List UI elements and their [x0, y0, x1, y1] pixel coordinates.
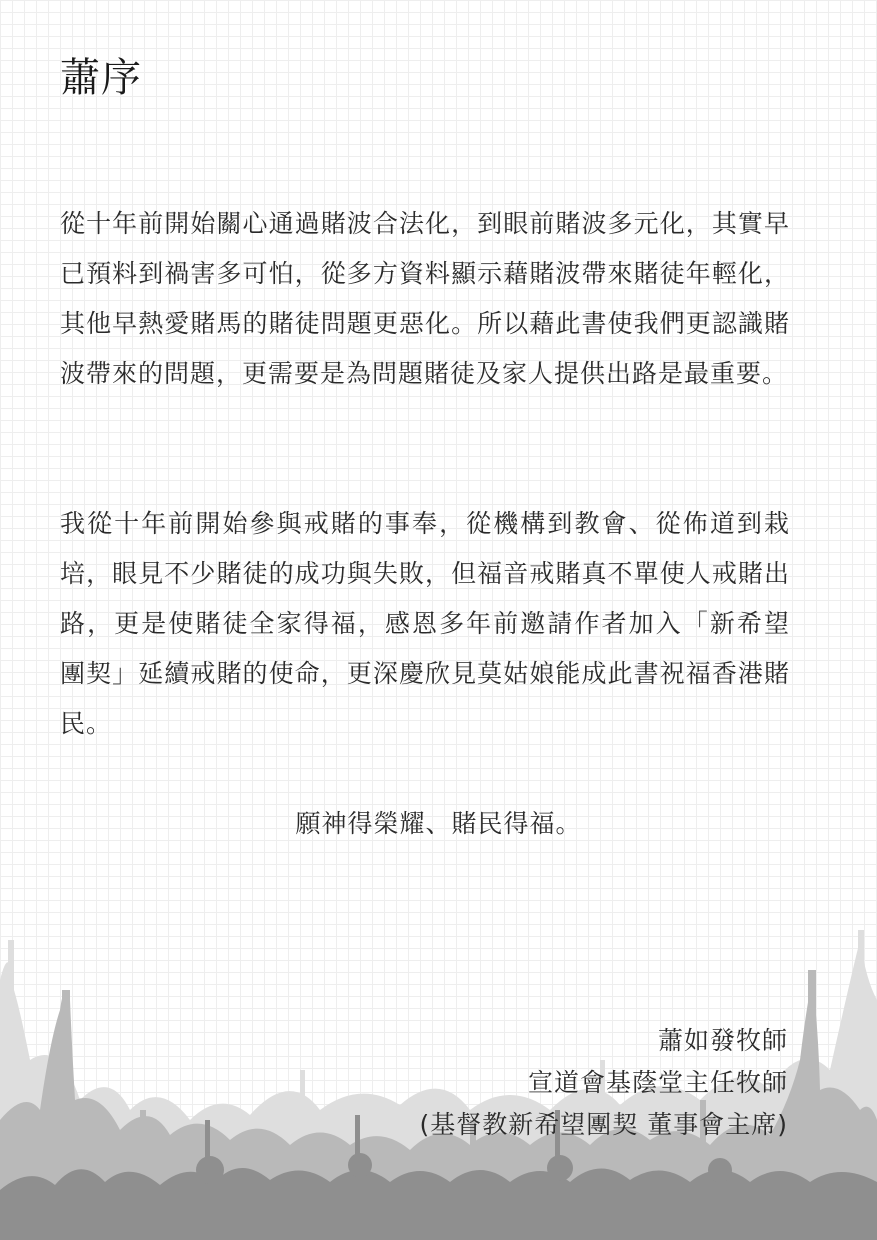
paragraph-2: 我從十年前開始參與戒賭的事奉，從機構到教會、從佈道到栽培，眼見不少賭徒的成功與失敗，但福音戒賭真不單使人戒賭出路，更是使賭徒全家得福，感恩多年前邀請作者加入「新希望 團契」延續戒賭的使命，更深慶欣見莫姑娘能成此書祝福香港賭民。: [60, 509, 817, 738]
signature-name: 蕭如發牧師: [657, 1026, 788, 1055]
signature-affiliation: (基督教新希望團契 董事會主席): [419, 1110, 788, 1139]
page-title: 蕭序: [60, 55, 142, 101]
blessing-line: 願神得榮耀、賭民得福。: [295, 809, 582, 838]
paragraph-1: 從十年前開始關心通過賭波合法化，到眼前賭波多元化，其實早已預料到禍害多可怕，從多方資料顯示藉賭波帶來賭徒年輕化，其他早熱愛賭馬的賭徒問題更惡化。所以藉此書使我們更認識賭波帶來的問題，更需要是為問題賭徒及家人提供出路是最重要。: [60, 209, 790, 388]
signature-block: [420, 1020, 788, 1146]
signature-position: 宣道會基蔭堂主任牧師: [527, 1068, 788, 1097]
